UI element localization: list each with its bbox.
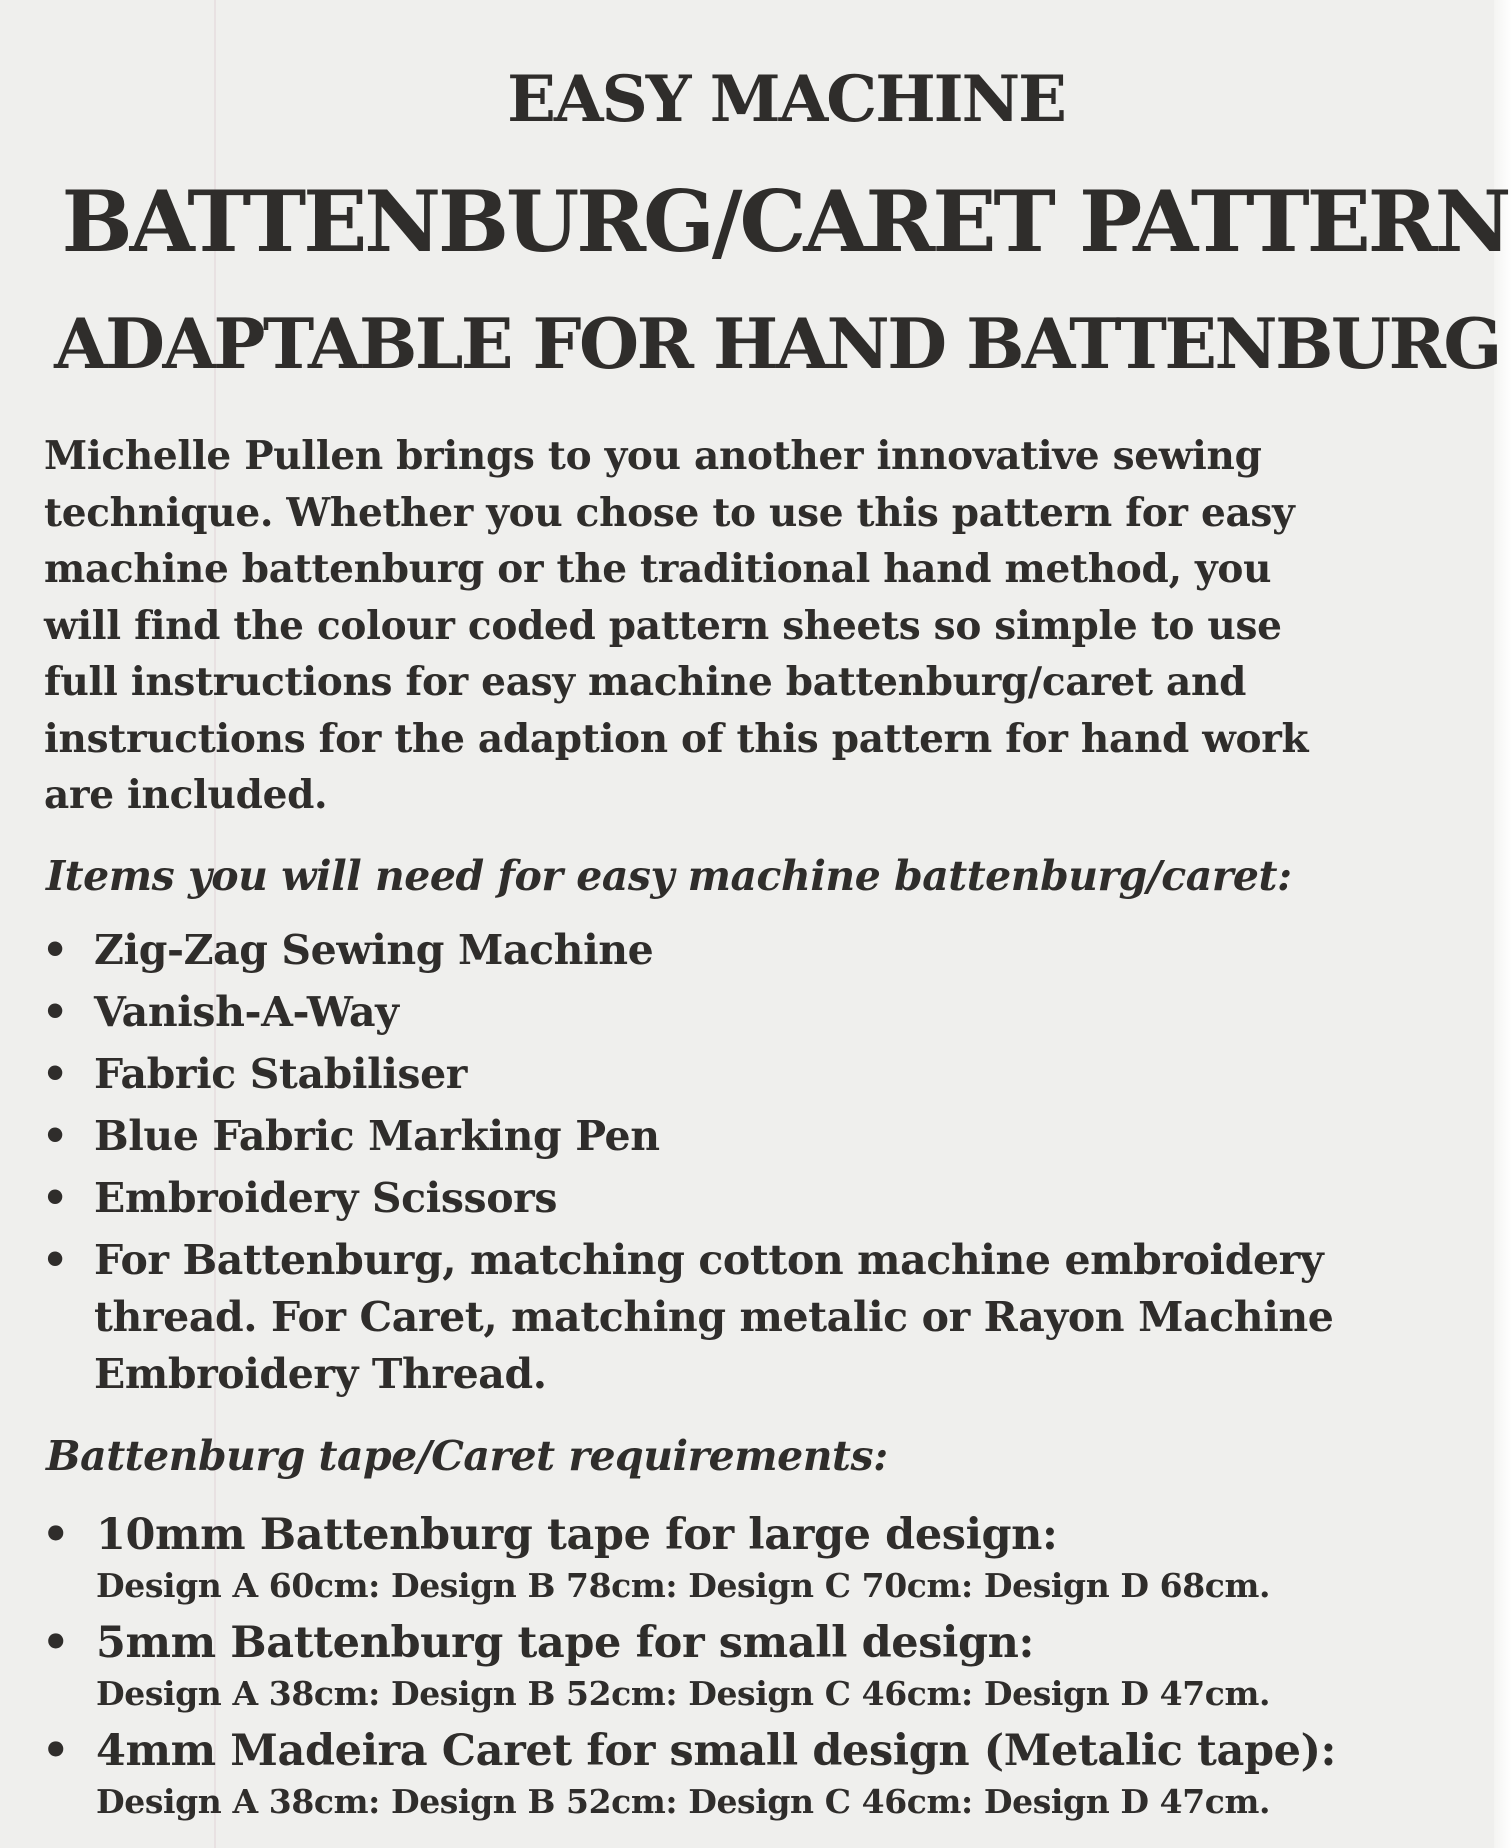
requirement-detail: Design A 38cm: Design B 52cm: Design C 46cm: Design D 47cm. (96, 1782, 1271, 1821)
intro-line: will find the colour coded pattern sheets so simple to use (44, 602, 1282, 649)
requirement-title: 5mm Battenburg tape for small design: (96, 1618, 1034, 1668)
intro-line: technique. Whether you chose to use this pattern for easy (44, 489, 1295, 536)
requirement-detail: Design A 60cm: Design B 78cm: Design C 70cm: Design D 68cm. (96, 1566, 1271, 1605)
intro-paragraph (44, 428, 1504, 824)
intro-line: full instructions for easy machine battenburg/caret and (44, 659, 1247, 705)
items-list (42, 922, 1333, 1408)
bullet: • (42, 1112, 68, 1160)
requirement-title: 4mm Madeira Caret for small design (Metalic tape): (96, 1726, 1337, 1776)
bullet: • (42, 926, 68, 974)
item-text: Embroidery Scissors (94, 1174, 558, 1222)
list-item (42, 1170, 1333, 1227)
bullet: • (42, 1618, 70, 1668)
intro-line: are included. (44, 772, 328, 818)
heading-pattern-title: BATTENBURG/CARET PATTERN (61, 172, 1509, 271)
bullet: • (42, 988, 68, 1036)
list-item (42, 1046, 1333, 1103)
heading-easy-machine: EASY MACHINE (507, 62, 1065, 137)
requirements-heading: Battenburg tape/Caret requirements: (46, 1432, 888, 1480)
item-text: For Battenburg, matching cotton machine embroidery (94, 1236, 1324, 1284)
heading-adaptable: ADAPTABLE FOR HAND BATTENBURG (54, 304, 1500, 385)
list-item (42, 922, 1333, 979)
requirement-item (42, 1722, 1336, 1824)
bullet: • (42, 1236, 68, 1284)
list-item (42, 984, 1333, 1041)
item-text: Embroidery Thread. (94, 1350, 547, 1398)
items-heading: Items you will need for easy machine battenburg/caret: (46, 852, 1292, 900)
requirement-detail: Design A 38cm: Design B 52cm: Design C 46cm: Design D 47cm. (96, 1674, 1271, 1713)
page-edge (1494, 0, 1512, 1848)
requirement-item (42, 1614, 1336, 1716)
bullet: • (42, 1726, 70, 1776)
bullet: • (42, 1050, 68, 1098)
bullet: • (42, 1174, 68, 1222)
item-text: thread. For Caret, matching metalic or Rayon Machine (94, 1293, 1334, 1341)
requirements-list (42, 1506, 1336, 1830)
item-text: Vanish-A-Way (94, 988, 399, 1036)
requirement-item (42, 1506, 1336, 1608)
requirement-title: 10mm Battenburg tape for large design: (96, 1510, 1058, 1560)
item-text: Blue Fabric Marking Pen (94, 1112, 660, 1160)
intro-line: Michelle Pullen brings to you another innovative sewing (44, 433, 1262, 479)
item-text: Zig-Zag Sewing Machine (94, 926, 654, 974)
intro-line: machine battenburg or the traditional hand method, you (44, 546, 1272, 592)
intro-line: instructions for the adaption of this pattern for hand work (44, 715, 1309, 762)
bullet: • (42, 1510, 70, 1560)
list-item (42, 1232, 1333, 1403)
list-item (42, 1108, 1333, 1165)
item-text: Fabric Stabiliser (94, 1050, 467, 1098)
